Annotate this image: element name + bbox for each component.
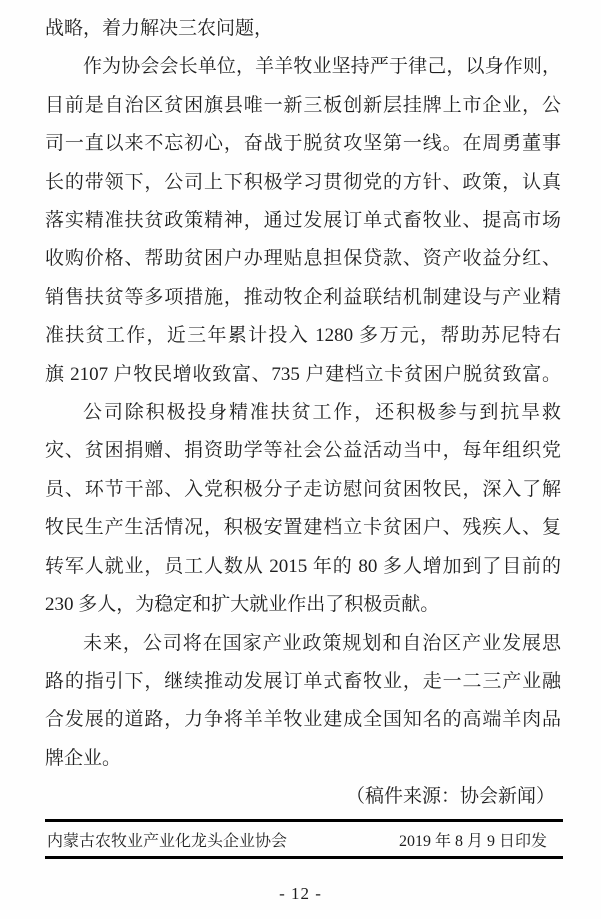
text-line: 合发展的道路，力争将羊羊牧业建成全国知名的高端羊肉品 [45, 709, 561, 731]
footer-bottom-rule [45, 856, 563, 859]
text-line: 牧民生产生活情况，积极安置建档立卡贫困户、残疾人、复 [45, 517, 561, 539]
text-line: 旗 2107 户牧民增收致富、735 户建档立卡贫困户脱贫致富。 [45, 363, 561, 385]
text-line: 公司除积极投身精准扶贫工作，还积极参与到抗旱救 [83, 402, 561, 424]
text-line: 员、环节干部、入党积极分子走访慰问贫困牧民，深入了解 [45, 478, 561, 500]
text-line: 战略，着力解决三农问题， [45, 18, 274, 39]
text-line: 灾、贫困捐赠、捐资助学等社会公益活动当中，每年组织党 [45, 440, 561, 462]
text-line: 230 多人，为稳定和扩大就业作出了积极贡献。 [45, 594, 440, 616]
text-line: 作为协会会长单位，羊羊牧业坚持严于律己，以身作则， [83, 56, 561, 78]
footer-date: 2019 年 8 月 9 日印发 [398, 832, 547, 850]
text-line: 长的带领下，公司上下积极学习贯彻党的方针、政策，认真 [45, 171, 561, 193]
text-line: 路的指引下，继续推动发展订单式畜牧业，走一二三产业融 [45, 670, 561, 692]
text-line: 目前是自治区贫困旗县唯一新三板创新层挂牌上市企业，公 [45, 94, 561, 116]
body-text [45, 10, 561, 817]
page-number: - 12 - [279, 884, 322, 903]
text-line: 司一直以来不忘初心，奋战于脱贫攻坚第一线。在周勇董事 [45, 133, 561, 155]
text-line: 准扶贫工作，近三年累计投入 1280 多万元，帮助苏尼特右 [45, 325, 561, 347]
text-line: 收购价格、帮助贫困户办理贴息担保贷款、资产收益分红、 [45, 248, 561, 270]
footer-row [45, 822, 563, 856]
footer-issuer: 内蒙古农牧业产业化龙头企业协会 [47, 832, 288, 850]
text-line: 销售扶贫等多项措施，推动牧企利益联结机制建设与产业精 [45, 286, 561, 308]
text-line: 未来，公司将在国家产业政策规划和自治区产业发展思 [83, 632, 561, 654]
text-line: （稿件来源：协会新闻） [345, 786, 555, 808]
text-line: 牌企业。 [45, 747, 122, 769]
text-line: 转军人就业，员工人数从 2015 年的 80 多人增加到了目前的 [45, 555, 561, 577]
text-line: 落实精准扶贫政策精神，通过发展订单式畜牧业、提高市场 [45, 210, 561, 232]
